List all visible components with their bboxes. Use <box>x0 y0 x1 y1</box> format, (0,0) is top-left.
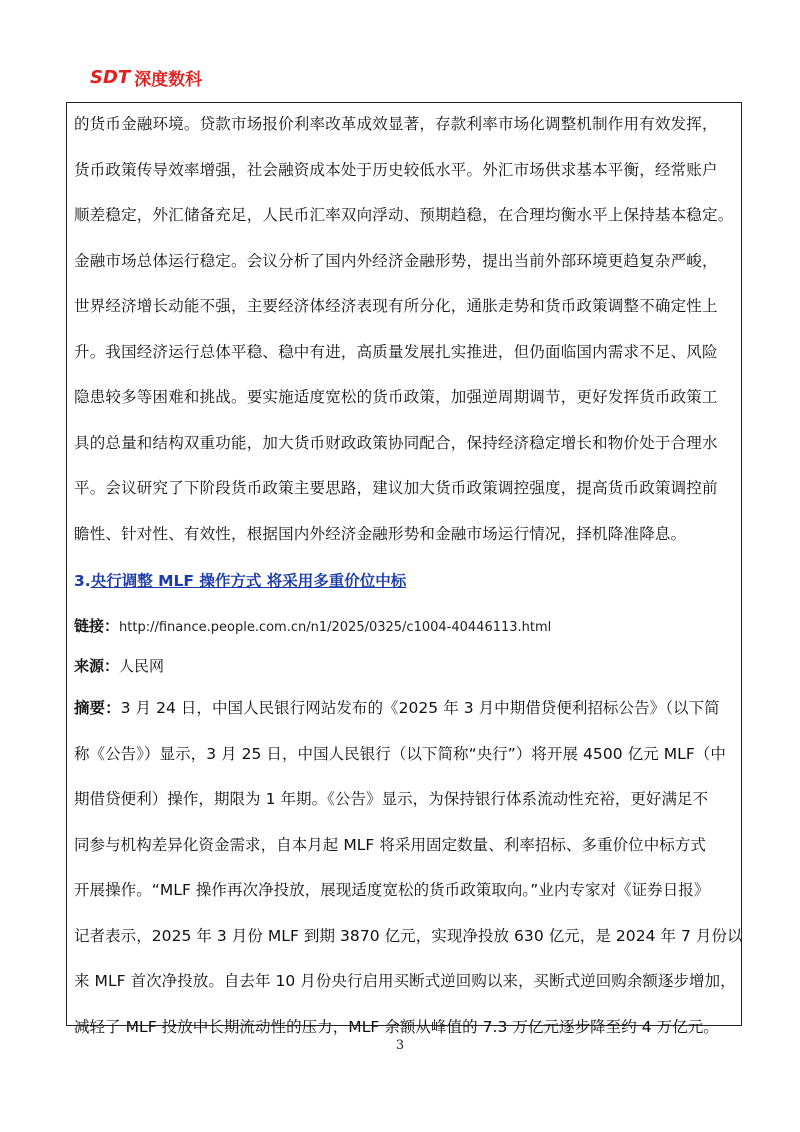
link-label: 链接： <box>74 617 120 635</box>
text-line: 金融市场总体运行稳定。会议分析了国内外经济金融形势，提出当前外部环境更趋复杂严峻， <box>74 251 718 270</box>
section-title-link[interactable]: 央行调整 MLF 操作方式 将采用多重价位中标 <box>90 572 407 590</box>
text-line: 减轻了 MLF 投放中长期流动性的压力，MLF 余额从峰值的 7.3 万亿元逐步降至约 4 万亿元。 <box>74 1017 719 1036</box>
text-line: 期借贷便利）操作，期限为 1 年期。《公告》显示，为保持银行体系流动性充裕，更好满足不 <box>74 790 709 808</box>
source-row <box>74 646 734 686</box>
text-line: 世界经济增长动能不强，主要经济体经济表现有所分化，通胀走势和货币政策调整不确定性上 <box>74 297 718 315</box>
text-line <box>74 686 734 732</box>
source-value: 人民网 <box>119 657 165 675</box>
section-heading <box>74 557 734 606</box>
logo-chinese: 深度数科 <box>134 69 203 90</box>
source-label: 来源： <box>74 657 120 675</box>
link-row <box>74 606 734 646</box>
document-body <box>74 102 743 1050</box>
page-number: 3 <box>395 1038 405 1053</box>
text-line: 平。会议研究了下阶段货币政策主要思路，建议加大货币政策调控强度，提高货币政策调控前 <box>74 479 718 497</box>
text-line: 的货币金融环境。贷款市场报价利率改革成效显著，存款利率市场化调整机制作用有效发挥， <box>74 115 718 133</box>
summary-paragraph <box>74 686 743 1050</box>
text-line: 货币政策传导效率增强，社会融资成本处于历史较低水平。外汇市场供求基本平衡，经常账户 <box>74 160 718 179</box>
text-line: 来 MLF 首次净投放。自去年 10 月份央行启用买断式逆回购以来，买断式逆回购余额逐步增加， <box>74 972 736 990</box>
text-line: 开展操作。“MLF 操作再次净投放，展现适度宽松的货币政策取向。”业内专家对《证券日报》 <box>74 881 710 899</box>
text-line: 同参与机构差异化资金需求，自本月起 MLF 将采用固定数量、利率招标、多重价位中标方式 <box>74 835 706 854</box>
paragraph-monetary-policy <box>74 102 734 557</box>
text-line: 称《公告》）显示，3 月 25 日，中国人民银行（以下简称“央行”）将开展 4500 亿元 MLF（中 <box>74 744 726 763</box>
section-number: 3. <box>74 572 91 590</box>
text-line: 瞻性、针对性、有效性，根据国内外经济金融形势和金融市场运行情况，择机降准降息。 <box>74 524 687 543</box>
text-line: 具的总量和结构双重功能，加大货币财政政策协同配合，保持经济稳定增长和物价处于合理水 <box>74 433 718 452</box>
text-line: 记者表示，2025 年 3 月份 MLF 到期 3870 亿元，实现净投放 630 亿元，是 2024 年 7 月份以 <box>74 926 743 945</box>
brand-header <box>90 62 202 92</box>
summary-text: 3 月 24 日，中国人民银行网站发布的《2025 年 3 月中期借贷便利招标公告》（以下简 <box>120 699 720 717</box>
text-line: 隐患较多等困难和挑战。要实施适度宽松的货币政策，加强逆周期调节，更好发挥货币政策工 <box>74 388 718 406</box>
text-line: 升。我国经济运行总体平稳、稳中有进，高质量发展扎实推进，但仍面临国内需求不足、风险 <box>74 342 718 361</box>
link-url[interactable]: http://finance.people.com.cn/n1/2025/0325/c1004-40446113.html <box>119 620 552 635</box>
text-line: 顺差稳定，外汇储备充足，人民币汇率双向浮动、预期趋稳，在合理均衡水平上保持基本稳定。 <box>74 206 734 224</box>
logo-latin: SDT <box>90 66 131 88</box>
summary-label: 摘要： <box>74 699 121 717</box>
